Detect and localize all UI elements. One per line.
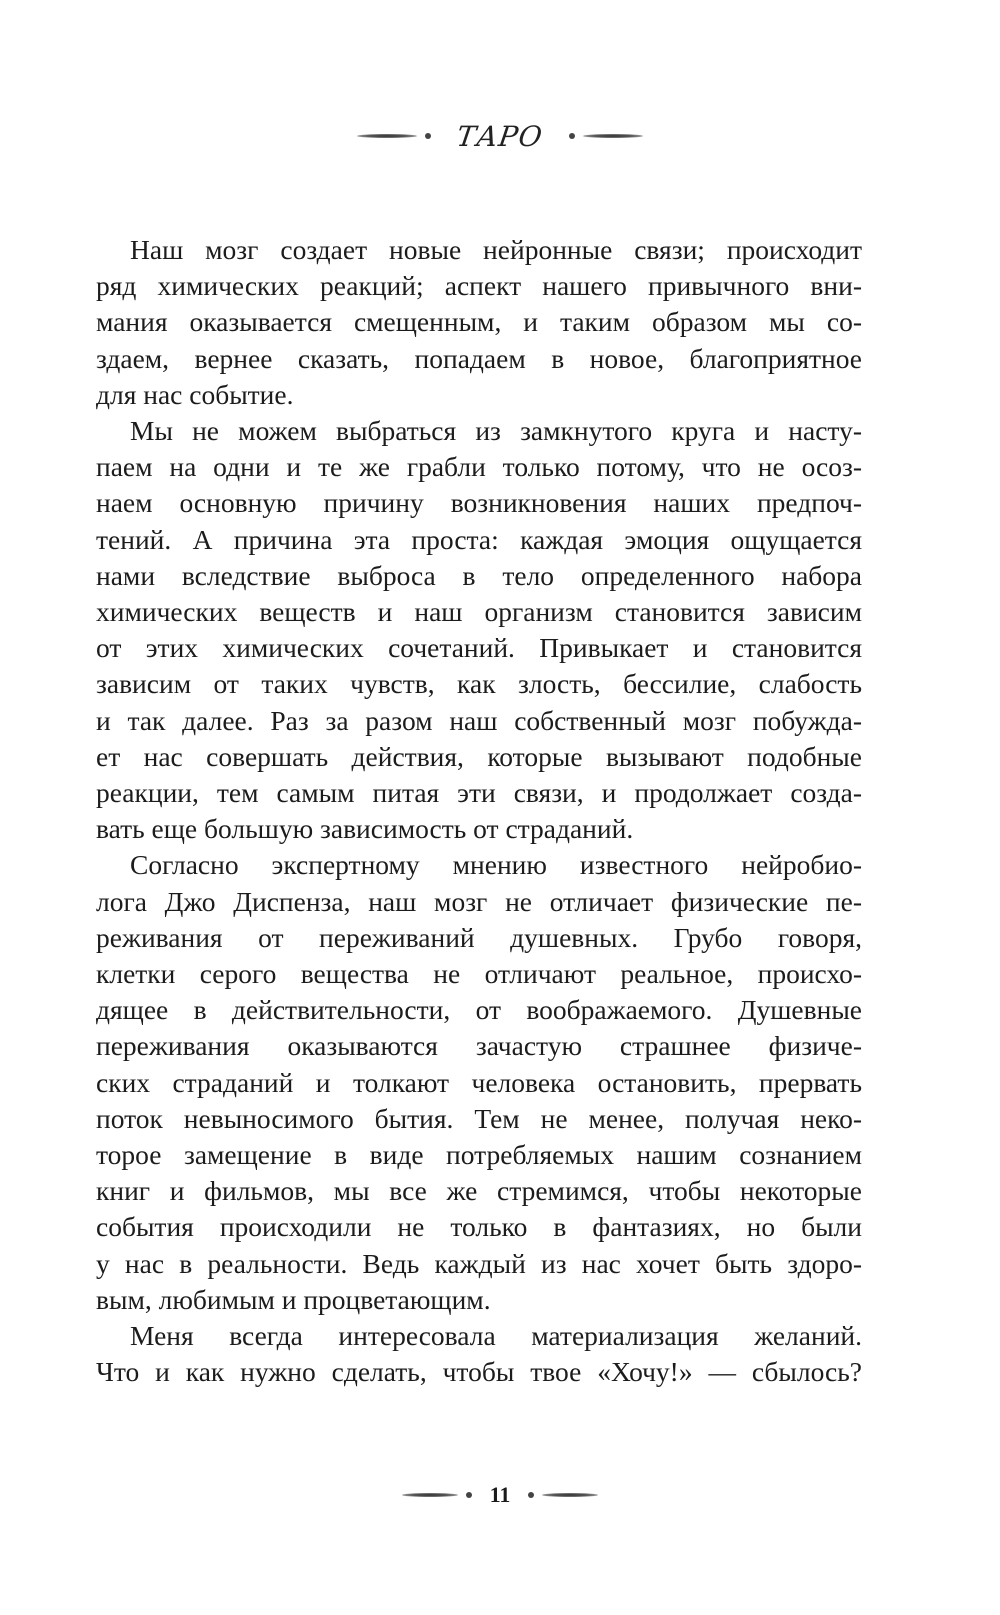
swash-line-icon	[402, 1493, 458, 1497]
text-line: от этих химических сочетаний. Привыкает и становится	[96, 632, 862, 664]
body-text	[96, 232, 862, 1391]
text-line: зависим от таких чувств, как злость, бессилие, слабость	[96, 668, 862, 700]
text-line: реакции, тем самым питая эти связи, и продолжает созда-	[96, 777, 862, 809]
text-line: вать еще большую зависимость от страданий.	[96, 813, 634, 845]
text-line: торое замещение в виде потребляемых нашим сознанием	[96, 1139, 862, 1171]
paragraph	[96, 232, 862, 413]
text-line: и так далее. Раз за разом наш собственный мозг побужда-	[96, 704, 862, 736]
text-line: ет нас совершать действия, которые вызывают подобные	[96, 740, 862, 772]
swash-line-icon	[542, 1493, 598, 1497]
paragraph	[96, 847, 862, 1318]
text-line: дящее в действительности, от воображаемого. Душевные	[96, 994, 862, 1026]
page-number: 11	[489, 1482, 511, 1507]
text-line: ских страданий и толкают человека остановить, прервать	[96, 1066, 862, 1098]
dot-icon	[528, 1492, 534, 1498]
paragraph	[96, 413, 862, 847]
text-line: переживания оказываются зачастую страшнее физиче-	[96, 1030, 862, 1062]
text-line: здаем, вернее сказать, попадаем в новое, благоприятное	[96, 342, 862, 374]
swash-line-icon	[357, 134, 417, 138]
text-line: Наш мозг создает новые нейронные связи; происходит	[130, 234, 862, 265]
running-head-title: ТАРО	[454, 119, 546, 153]
text-line: события происходили не только в фантазиях, но были	[96, 1211, 862, 1243]
dot-icon	[425, 133, 431, 139]
text-line: паем на одни и те же грабли только потому, что не осоз-	[96, 451, 862, 483]
text-line: мания оказывается смещенным, и таким образом мы со-	[96, 306, 862, 338]
page-footer	[0, 1480, 1000, 1510]
swash-line-icon	[583, 134, 643, 138]
dot-icon	[466, 1492, 472, 1498]
text-line: книг и фильмов, мы все же стремимся, чтобы некоторые	[96, 1175, 862, 1207]
text-line: Согласно экспертному мнению известного нейробио-	[130, 849, 862, 881]
text-line: тений. А причина эта проста: каждая эмоция ощущается	[96, 523, 862, 555]
text-line: вым, любимым и процветающим.	[96, 1283, 491, 1315]
text-line: для нас событие.	[96, 378, 294, 410]
running-head	[0, 118, 1000, 154]
text-line: Меня всегда интересовала материализация желаний.	[130, 1320, 862, 1352]
text-line: ряд химических реакций; аспект нашего привычного вни-	[96, 270, 862, 302]
text-line: наем основную причину возникновения наших предпоч-	[96, 487, 862, 519]
ornament-left-icon	[357, 133, 439, 139]
text-line: Мы не можем выбраться из замкнутого круга и насту-	[130, 415, 862, 447]
dot-icon	[569, 133, 575, 139]
ornament-right-icon	[561, 133, 643, 139]
text-line: у нас в реальности. Ведь каждый из нас хочет быть здоро-	[96, 1247, 862, 1279]
text-line: Что и как нужно сделать, чтобы твое «Хочу!» — сбылось?	[96, 1356, 862, 1388]
text-line: клетки серого вещества не отличают реальное, происхо-	[96, 958, 862, 990]
text-line: лога Джо Диспенза, наш мозг не отличает физические пе-	[96, 885, 862, 917]
text-line: поток невыносимого бытия. Тем не менее, получая неко-	[96, 1102, 862, 1134]
text-line: реживания от переживаний душевных. Грубо говоря,	[96, 921, 862, 953]
text-line: нами вследствие выброса в тело определенного набора	[96, 559, 862, 591]
text-line: химических веществ и наш организм становится зависим	[96, 596, 862, 628]
paragraph	[96, 1318, 862, 1390]
